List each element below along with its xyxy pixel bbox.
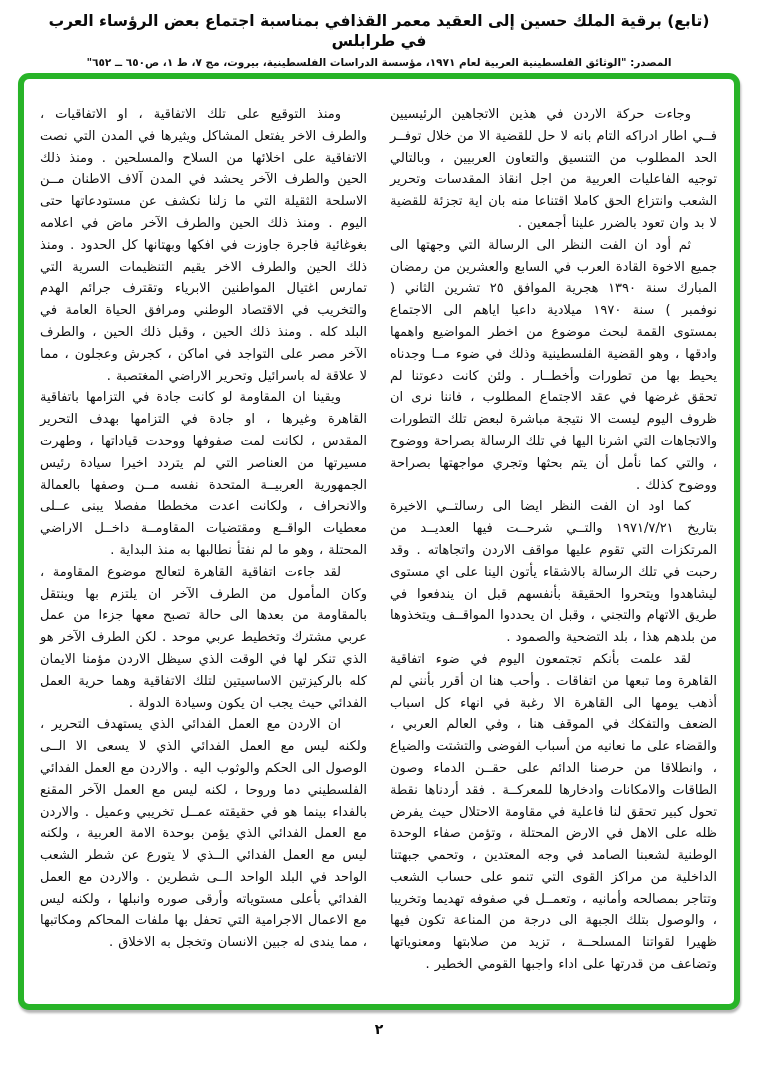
two-column-text xyxy=(24,79,734,976)
paragraph-right-3: كما اود ان الفت النظر ايضا الى رسالتــي الاخيرة بتاريخ ١٩٧١/٧/٢١ والتــي شرحــت فيها العديــد من المرتكزات التي تقوم عليها مواقف الاردن واتجاهاته . وقد رحبت في تلك الرسالة بالاشقاء يأتون الينا على اي مستوى ليشاهدوا ويتحروا الحقيقة بأنفسهم قبل ان يندفعوا في طريق الاتهام والتجني ، وقبل ان يحددوا المواقــف ويتخذوها من بلدهم هذا ، بلد التضحية والصمود . xyxy=(390,499,717,646)
document-body-frame xyxy=(18,73,740,1010)
page-number: ٢ xyxy=(374,1022,384,1038)
column-left xyxy=(40,104,367,976)
paragraph-left-1: ومنذ التوقيع على تلك الاتفاقية ، او الاتفاقيات ، والطرف الاخر يفتعل المشاكل ويثيرها في المدن التي نصت الاتفاقية على اخلائها من السلاح والمسلحين . ومنذ ذلك الحين والطرف الآخر يحشد في المدن آلاف الاطنان مــن الاسلحة الثقيلة التي ما زلنا نكشف عن مستودعاتها حتى اليوم . ومنذ ذلك الحين والطرف الآخر ماض في اعلامه بغوغائية فاجرة جاوزت في افكها وبهتانها كل الحدود . ومنذ ذلك الحين والطرف الاخر يقيم التنظيمات السرية التي تمارس اغتيال المواطنين الابرياء وتقترف جرائم الهدم والتخريب في الاقتصاد الوطني ومرافق الحياة العامة في البلد كله . ومنذ ذلك الحين ، وقبل ذلك الحين ، والطرف الآخر مصر على التواجد في اماكن ، كجرش وعجلون ، مما لا علاقة له باسرائيل وتحرير الاراضي المغتصبة . xyxy=(40,107,367,384)
page-title: (تابع) برقية الملك حسين إلى العقيد معمر القذافي بمناسبة اجتماع بعض الرؤساء العرب في طرابلس xyxy=(48,12,710,50)
paragraph-right-4: لقد علمت بأنكم تجتمعون اليوم في ضوء اتفاقية القاهرة وما تبعها من اتفاقات . وأحب هنا ان أقرر بأنني لم أذهب يومها الى القاهرة الا رغبة في انهاء كل اسباب الضعف والتفكك في الموقف هنا ، وفي العالم العربي ، والقضاء على ما نعانيه من أسباب الفوضى والتشتت والضياع ، وانطلاقا من حرصنا الدائم على حقــن الدماء وصون الطاقات والامكانات وادخارها للمعركــة . فقد أردناها نقطة تحول كبير تحقق لنا فاعلية في مقاومة الاحتلال حيث يفرض ظله على الاهل في الارض المحتلة ، وتؤمن صفاء الوحدة الوطنية لشعبنا الصامد في وجه المعتدين ، وتحمي جبهتنا الداخلية من مراكز القوى التي تنمو على حساب الشعب وتتاجر بمصالحه وأمانيه ، وتعمــل في صفوفه تهديما وتخريبا ، والوصول بتلك الجبهة الى درجة من المناعة تكون فيها ظهيرا لقواتنا المسلحــة ، تزيد من صلابتها ومعنوياتها وتضاعف من قدرتها على اداء واجبها القومي الخطير . xyxy=(390,651,717,973)
paragraph-left-4: ان الاردن مع العمل الفدائي الذي يستهدف التحرير ، ولكنه ليس مع العمل الفدائي الذي لا يسعى الا الــى الوصول الى الحكم والوثوب اليه . والاردن مع العمل الفدائي الفلسطيني دما وروحا ، لكنه ليس مع العمل الآخر المقنع بالفداء بينما هو في حقيقته عمــل تخريبي وعميل . والاردن مع العمل الفدائي الذي يؤمن بوحدة الامة العربية ، ولكنه ليس مع العمل الفدائي الــذي لا يتورع عن شطر الشعب الواحد في البلد الواحد الــى شطرين . والاردن مع العمل الفدائي بأعلى مستوياته وأرقى صوره وانبلها ، ولكنه ليس مع الاعمال الاجرامية التي تحفل بها ملفات المحاكم ومكاتبها ، مما يندى له جبين الانسان وتخجل به الاخلاق . xyxy=(40,717,367,951)
paragraph-left-3: لقد جاءت اتفاقية القاهرة لتعالج موضوع المقاومة ، وكان المأمول من الطرف الآخر ان يلتزم بها وينتقل بالمقاومة من بعدها الى حالة تصبح معها جزءا من عمل عربي مشترك وتخطيط عربي موحد . لكن الطرف الآخر هو الذي تنكر لها في الوقت الذي سيظل الاردن مؤمنا الايمان كله بالركيزتين الاساسيتين لتلك الاتفاقية وهما حرية العمل الفدائي حيث يجب ان يكون وسيادة الدولة . xyxy=(40,564,367,711)
paragraph-right-1: وجاءت حركة الاردن في هذين الاتجاهين الرئيسيين فــي اطار ادراكه التام بانه لا حل للقضية الا من خلال توفــر الحد المطلوب من التنسيق والتعاون العربيين ، وبالتالي توجيه الفاعليات العربية من اجل انقاذ المقدسات وتحرير الشعب وانتزاع الحق كاملا اقتناعا منه بان اية تجزئة للقضية لا بد وان تعود بالضرر علينا أجمعين . xyxy=(390,107,717,231)
paragraph-right-2: ثم أود ان الفت النظر الى الرسالة التي وجهتها الى جميع الاخوة القادة العرب في السابع والعشرين من رمضان المبارك سنة ١٣٩٠ هجرية الموافق ٢٥ تشرين الثاني ( نوفمبر ) سنة ١٩٧٠ ميلادية داعيا اياهم الى الاجتماع بمستوى القمة لبحث موضوع من اخطر المواضيع واهمها وادقها ، وهو القضية الفلسطينية وذلك في ضوء مــا وجدناه يحيط بها من تطورات وأخطــار . ولئن كانت دعوتنا لم تحقق غرضها في عقد الاجتماع المطلوب ، فاننا نرى ان ظروف اليوم ليست الا نتيجة مباشرة لبعض تلك التطورات والاتجاهات التي اشرنا اليها في تلك الرسالة بصراحة ووضوح ، والتي كما نأمل أن يتم بحثها وتجري مواجهتها بصراحة ووضوح كذلك . xyxy=(390,237,717,493)
paragraph-left-2: ويقينا ان المقاومة لو كانت جادة في التزامها باتفاقية القاهرة وغيرها ، او جادة في التزامها بهدف التحرير المقدس ، لكانت لمت صفوفها ووحدت قياداتها ، وطهرت مسيرتها من العناصر التي لم يتردد اخيرا سيادة رئيس الجمهورية العربيــة المتحدة نفسه مــن وصفها بالعمالة والانحراف ، ولكانت اعدت مخططا مفصلا يبنى عــلى معطيات الواقــع ومقتضيات المقاومــة داخــل الاراضي المحتلة ، وهو ما لم نفتأ نطالبها به منذ البداية . xyxy=(40,390,367,558)
source-citation: المصدر: "الوثائق الفلسطينية العربية لعام ١٩٧١، مؤسسة الدراسات الفلسطينية، بيروت، مج ٧، ط ١، ص٦٥٠ ــ ٦٥٢" xyxy=(86,57,672,69)
column-right xyxy=(390,104,717,976)
